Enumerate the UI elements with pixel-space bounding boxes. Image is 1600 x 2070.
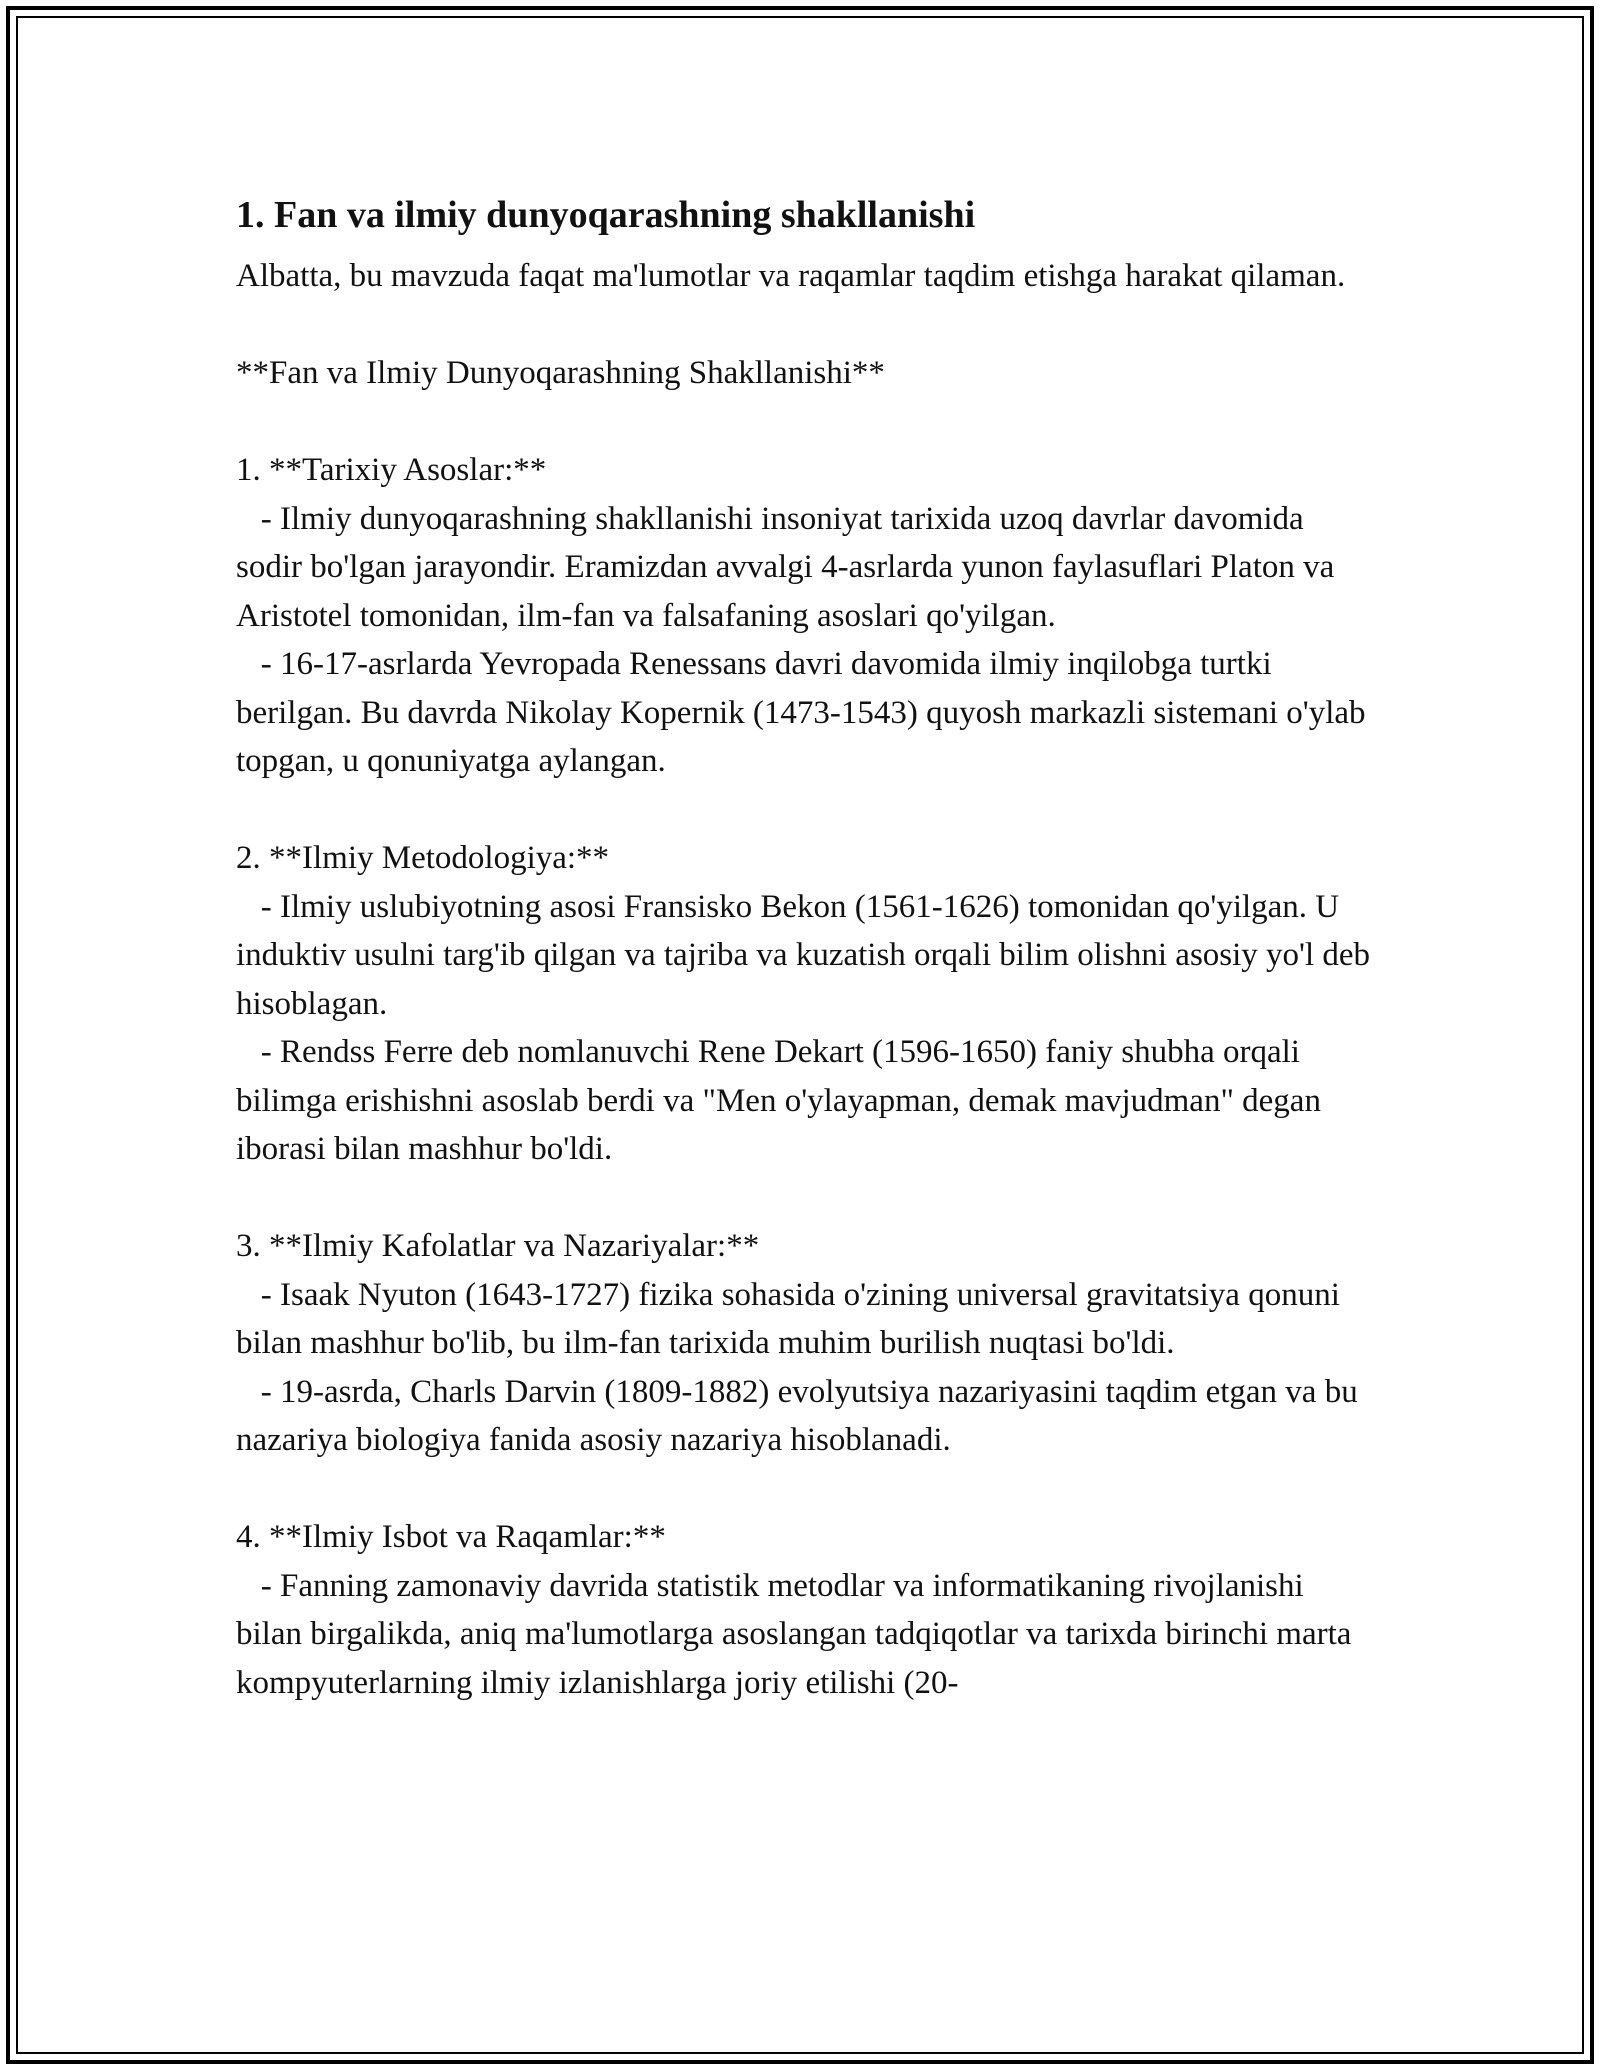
bullet-item: - 16-17-asrlarda Yevropada Renessans davri davomida ilmiy inqilobga turtki berilgan. Bu davrda Nikolay Kopernik (1473-1543) quyosh markazli sistemani o'ylab topgan, u qonuniyatga aylangan.	[236, 646, 1374, 779]
section-heading: 2. **Ilmiy Metodologiya:**	[236, 840, 610, 876]
bullet-item: - Fanning zamonaviy davrida statistik metodlar va informatikaning rivojlanishi bilan birgalikda, aniq ma'lumotlarga asoslangan tadqiqotlar va tarixda birinchi marta kompyuterlarning ilmiy izlanishlarga joriy etilishi (20-	[236, 1567, 1360, 1701]
section-tarixiy-asoslar	[236, 446, 1376, 786]
bullet-item: - Rendss Ferre deb nomlanuvchi Rene Dekart (1596-1650) faniy shubha orqali bilimga erishishni asoslab berdi va "Men o'ylayapman, demak mavjudman" degan iborasi bilan mashhur bo'ldi.	[236, 1034, 1330, 1167]
section-heading: 1. **Tarixiy Asoslar:**	[236, 452, 547, 488]
spacer	[236, 786, 1376, 835]
section-heading: 4. **Ilmiy Isbot va Raqamlar:**	[236, 1519, 666, 1555]
document-body	[236, 188, 1379, 1707]
page-title: 1. Fan va ilmiy dunyoqarashning shakllanishi	[236, 194, 976, 236]
intro-paragraph: Albatta, bu mavzuda faqat ma'lumotlar va raqamlar taqdim etishga harakat qilaman.	[236, 258, 1346, 294]
document-subtitle: **Fan va Ilmiy Dunyoqarashning Shakllanishi**	[236, 355, 885, 391]
section-ilmiy-isbot	[236, 1513, 1376, 1707]
spacer	[236, 1174, 1376, 1223]
bullet-item: - Ilmiy dunyoqarashning shakllanishi insoniyat tarixida uzoq davrlar davomida sodir bo'lgan jarayondir. Eramizdan avvalgi 4-asrlarda yunon faylasuflari Platon va Aristotel tomonidan, ilm-fan va falsafaning asoslari qo'yilgan.	[236, 500, 1341, 634]
bullet-item: - Isaak Nyuton (1643-1727) fizika sohasida o'zining universal gravitatsiya qonuni bilan mashhur bo'lib, bu ilm-fan tarixida muhim burilish nuqtasi bo'ldi.	[236, 1276, 1349, 1361]
spacer	[236, 301, 1376, 350]
bullet-item: - Ilmiy uslubiyotning asosi Fransisko Bekon (1561-1626) tomonidan qo'yilgan. U induktiv usulni targ'ib qilgan va tajriba va kuzatish orqali bilim olishni asosiy yo'l deb hisoblagan.	[236, 888, 1379, 1022]
section-heading: 3. **Ilmiy Kafolatlar va Nazariyalar:**	[236, 1228, 760, 1264]
spacer	[236, 1465, 1376, 1514]
spacer	[236, 398, 1376, 447]
section-ilmiy-kafolatlar	[236, 1222, 1376, 1465]
section-ilmiy-metodologiya	[236, 834, 1379, 1174]
bullet-item: - 19-asrda, Charls Darvin (1809-1882) evolyutsiya nazariyasini taqdim etgan va bu nazariya biologiya fanida asosiy nazariya hisoblanadi.	[236, 1373, 1366, 1458]
